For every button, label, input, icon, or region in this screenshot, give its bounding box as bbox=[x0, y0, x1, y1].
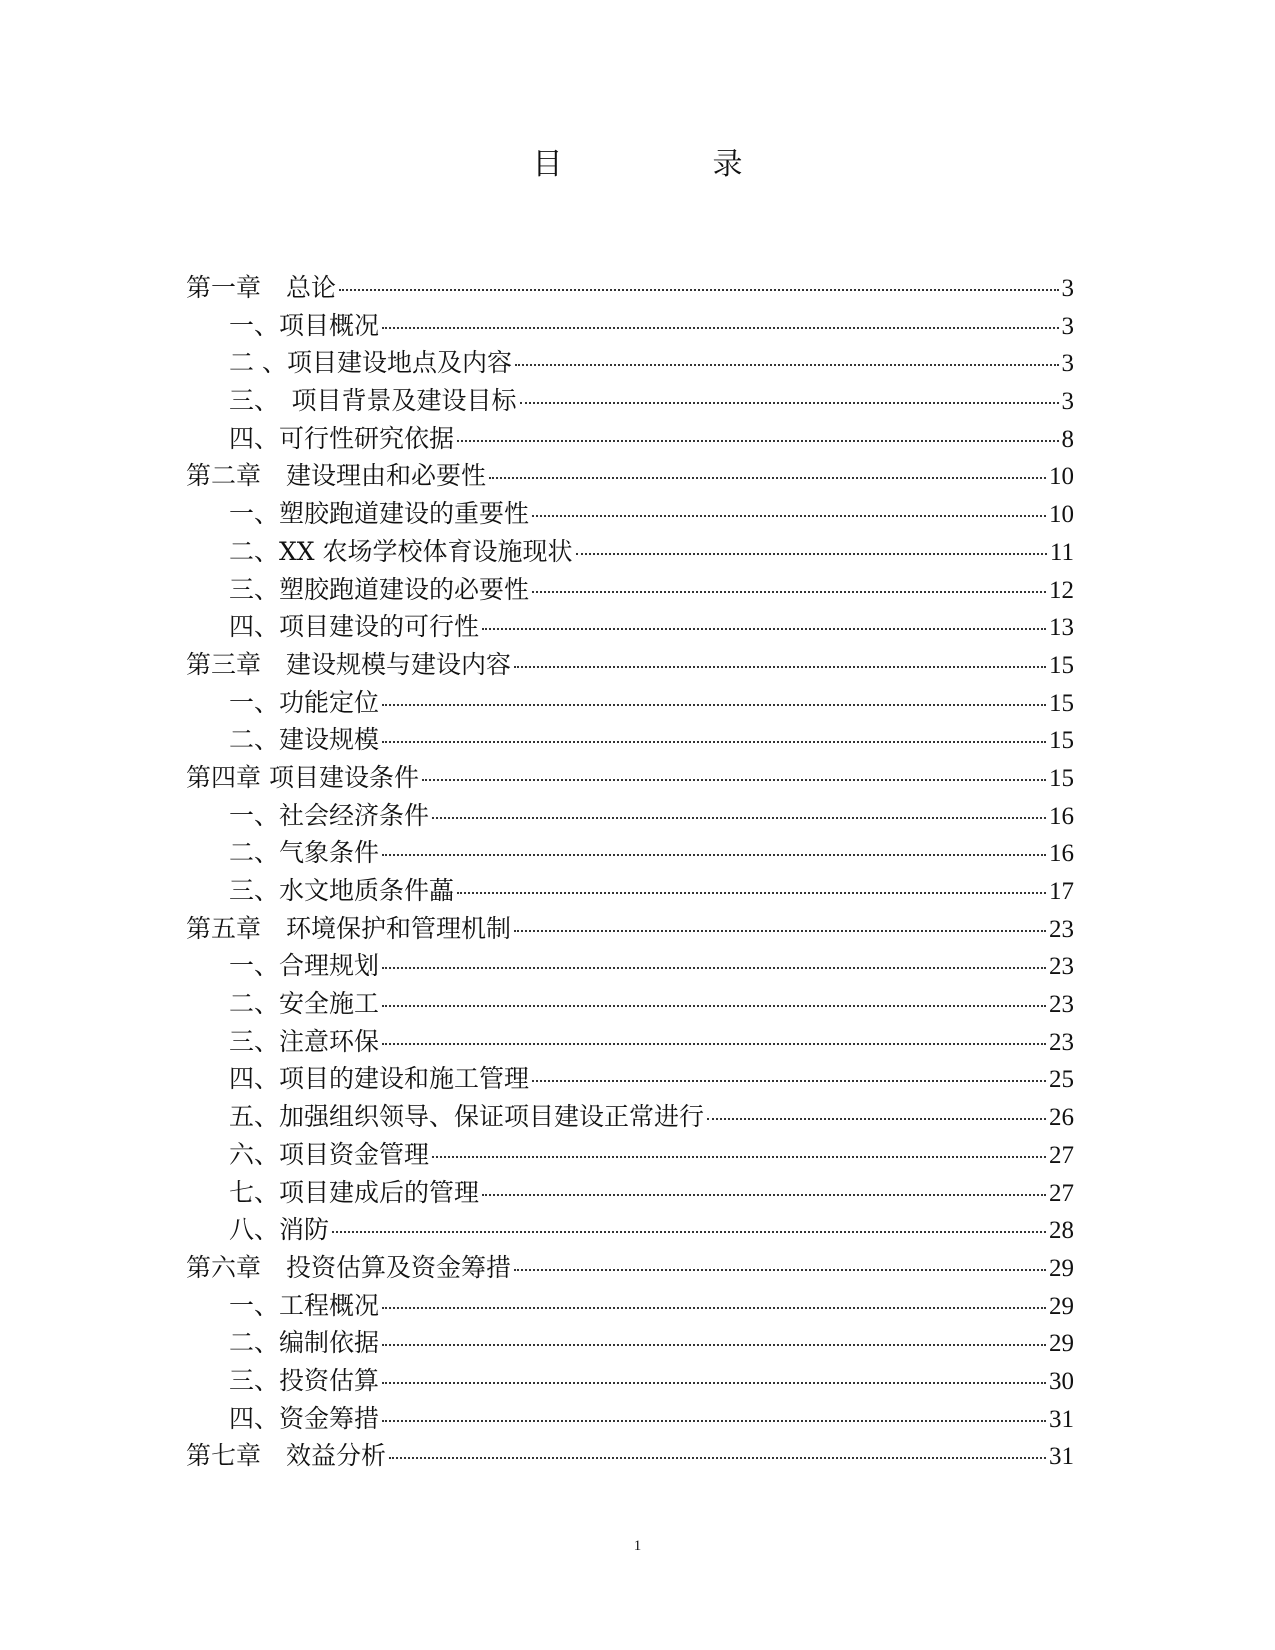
toc-dot-leader bbox=[532, 1080, 1046, 1082]
toc-entry-page-number: 23 bbox=[1049, 915, 1074, 943]
toc-entry-page-number: 17 bbox=[1049, 878, 1074, 905]
toc-entry-label: 二、安全施工 bbox=[229, 989, 380, 1019]
toc-entry-label: 六、项目资金管理 bbox=[229, 1139, 430, 1169]
toc-entry-label: 第二章 建设理由和必要性 bbox=[186, 461, 487, 491]
toc-dot-leader bbox=[457, 440, 1058, 442]
toc-entry-page-number: 3 bbox=[1061, 350, 1074, 378]
toc-section-entry[interactable] bbox=[186, 1098, 1074, 1136]
toc-entry-page-number: 15 bbox=[1049, 689, 1074, 717]
toc-entry-page-number: 13 bbox=[1049, 614, 1074, 642]
toc-entry-label: 第七章 效益分析 bbox=[186, 1441, 387, 1471]
toc-entry-page-number: 23 bbox=[1049, 953, 1074, 981]
toc-dot-leader bbox=[576, 553, 1047, 555]
toc-entry-label: 二、建设规模 bbox=[229, 725, 380, 755]
toc-section-entry[interactable] bbox=[186, 1362, 1074, 1400]
toc-entry-page-number: 3 bbox=[1061, 312, 1074, 340]
toc-entry-label: 一、社会经济条件 bbox=[229, 800, 430, 830]
toc-section-entry[interactable] bbox=[186, 420, 1074, 458]
toc-section-entry[interactable] bbox=[186, 1174, 1074, 1212]
toc-dot-leader bbox=[532, 591, 1046, 593]
toc-entry-page-number: 27 bbox=[1049, 1141, 1074, 1169]
toc-entry-page-number: 31 bbox=[1049, 1443, 1074, 1471]
toc-dot-leader bbox=[432, 817, 1046, 819]
toc-entry-label: 第三章 建设规模与建设内容 bbox=[186, 649, 512, 679]
toc-section-entry[interactable] bbox=[186, 947, 1074, 985]
toc-entry-label: 四、项目建设的可行性 bbox=[229, 612, 480, 642]
toc-dot-leader bbox=[520, 402, 1059, 404]
toc-entry-page-number: 3 bbox=[1061, 388, 1074, 416]
toc-dot-leader bbox=[514, 666, 1046, 668]
toc-dot-leader bbox=[389, 1457, 1046, 1459]
toc-section-entry[interactable] bbox=[186, 344, 1074, 382]
toc-entry-label: 三、投资估算 bbox=[229, 1365, 380, 1395]
toc-entry-label: 一、工程概况 bbox=[229, 1290, 380, 1320]
toc-list bbox=[186, 269, 1074, 1475]
toc-entry-label: 二、编制依据 bbox=[229, 1328, 380, 1358]
toc-dot-leader bbox=[382, 327, 1058, 329]
toc-entry-page-number: 31 bbox=[1049, 1405, 1074, 1433]
toc-entry-page-number: 10 bbox=[1049, 463, 1074, 491]
toc-section-entry[interactable] bbox=[186, 307, 1074, 345]
toc-entry-page-number: 15 bbox=[1049, 651, 1074, 679]
toc-entry-page-number: 29 bbox=[1049, 1254, 1074, 1282]
toc-entry-page-number: 3 bbox=[1061, 275, 1074, 302]
toc-dot-leader bbox=[382, 704, 1046, 706]
toc-section-entry[interactable] bbox=[186, 533, 1074, 571]
toc-section-entry[interactable] bbox=[186, 1287, 1074, 1325]
toc-entry-page-number: 27 bbox=[1049, 1179, 1074, 1207]
toc-entry-page-number: 12 bbox=[1049, 576, 1074, 604]
toc-section-entry[interactable] bbox=[186, 684, 1074, 722]
toc-entry-label: 一、项目概况 bbox=[229, 310, 380, 340]
toc-entry-label: 一、功能定位 bbox=[229, 687, 380, 717]
toc-entry-page-number: 28 bbox=[1049, 1217, 1074, 1245]
toc-entry-label: 四、资金筹措 bbox=[229, 1403, 380, 1433]
toc-chapter-entry[interactable] bbox=[186, 269, 1074, 307]
toc-section-entry[interactable] bbox=[186, 382, 1074, 420]
toc-entry-label: 四、可行性研究依据 bbox=[229, 423, 455, 453]
toc-section-entry[interactable] bbox=[186, 872, 1074, 910]
toc-section-entry[interactable] bbox=[186, 1060, 1074, 1098]
page-number: 1 bbox=[633, 1538, 642, 1554]
toc-entry-page-number: 16 bbox=[1049, 802, 1074, 830]
toc-section-entry[interactable] bbox=[186, 985, 1074, 1023]
toc-entry-label: 第四章 项目建设条件 bbox=[186, 762, 419, 792]
toc-dot-leader bbox=[489, 477, 1046, 479]
toc-dot-leader bbox=[707, 1118, 1046, 1120]
toc-entry-page-number: 10 bbox=[1049, 501, 1074, 529]
toc-entry-page-number: 26 bbox=[1049, 1104, 1074, 1132]
toc-chapter-entry[interactable] bbox=[186, 646, 1074, 684]
toc-entry-label: 三、水文地质条件藟 bbox=[229, 876, 455, 905]
toc-entry-label: 一、合理规划 bbox=[229, 951, 380, 981]
toc-entry-page-number: 15 bbox=[1049, 764, 1074, 792]
toc-chapter-entry[interactable] bbox=[186, 457, 1074, 495]
toc-entry-label: 二、气象条件 bbox=[229, 838, 380, 868]
toc-entry-label: 第六章 投资估算及资金筹措 bbox=[186, 1252, 512, 1282]
toc-chapter-entry[interactable] bbox=[186, 759, 1074, 797]
toc-dot-leader bbox=[339, 289, 1058, 291]
toc-chapter-entry[interactable] bbox=[186, 910, 1074, 948]
toc-entry-page-number: 29 bbox=[1049, 1292, 1074, 1320]
toc-entry-page-number: 25 bbox=[1049, 1066, 1074, 1094]
toc-entry-label: 三、 项目背景及建设目标 bbox=[229, 386, 517, 416]
toc-section-entry[interactable] bbox=[186, 571, 1074, 609]
toc-dot-leader bbox=[422, 779, 1046, 781]
toc-section-entry[interactable] bbox=[186, 1324, 1074, 1362]
toc-dot-leader bbox=[382, 1420, 1046, 1422]
toc-section-entry[interactable] bbox=[186, 1136, 1074, 1174]
toc-dot-leader bbox=[382, 854, 1046, 856]
toc-dot-leader bbox=[382, 1005, 1046, 1007]
toc-entry-label: 七、项目建成后的管理 bbox=[229, 1177, 480, 1207]
toc-entry-page-number: 8 bbox=[1061, 425, 1074, 453]
toc-dot-leader bbox=[482, 1194, 1046, 1196]
toc-chapter-entry[interactable] bbox=[186, 1437, 1074, 1475]
toc-entry-label: 第五章 环境保护和管理机制 bbox=[186, 913, 512, 943]
toc-dot-leader bbox=[382, 967, 1046, 969]
toc-entry-page-number: 16 bbox=[1049, 840, 1074, 868]
toc-entry-label: 一、塑胶跑道建设的重要性 bbox=[229, 499, 530, 529]
toc-entry-page-number: 23 bbox=[1049, 1028, 1074, 1056]
toc-dot-leader bbox=[515, 364, 1059, 366]
toc-section-entry[interactable] bbox=[186, 834, 1074, 872]
toc-title: 目 录 bbox=[532, 147, 803, 182]
toc-section-entry[interactable] bbox=[186, 608, 1074, 646]
toc-dot-leader bbox=[382, 1307, 1046, 1309]
toc-entry-label: 五、加强组织领导、保证项目建设正常进行 bbox=[229, 1102, 705, 1132]
toc-dot-leader bbox=[382, 741, 1046, 743]
toc-entry-label: 第一章 总论 bbox=[186, 273, 337, 302]
toc-dot-leader bbox=[382, 1382, 1046, 1384]
toc-section-entry[interactable] bbox=[186, 721, 1074, 759]
toc-entry-label: 三、注意环保 bbox=[229, 1026, 380, 1056]
toc-dot-leader bbox=[382, 1043, 1046, 1045]
toc-chapter-entry[interactable] bbox=[186, 1249, 1074, 1287]
toc-section-entry[interactable] bbox=[186, 495, 1074, 533]
toc-entry-page-number: 30 bbox=[1049, 1367, 1074, 1395]
toc-entry-label: 八、消防 bbox=[229, 1215, 330, 1245]
toc-section-entry[interactable] bbox=[186, 1211, 1074, 1249]
toc-entry-label: 二、XX 农场学校体育设施现状 bbox=[229, 536, 573, 566]
toc-dot-leader bbox=[532, 515, 1046, 517]
toc-dot-leader bbox=[514, 1269, 1046, 1271]
toc-entry-label: 二 、项目建设地点及内容 bbox=[229, 348, 512, 378]
toc-entry-page-number: 23 bbox=[1049, 991, 1074, 1019]
toc-entry-label: 四、项目的建设和施工管理 bbox=[229, 1064, 530, 1094]
toc-section-entry[interactable] bbox=[186, 797, 1074, 835]
toc-entry-label: 三、塑胶跑道建设的必要性 bbox=[229, 574, 530, 604]
toc-entry-page-number: 11 bbox=[1049, 538, 1074, 566]
toc-dot-leader bbox=[482, 628, 1046, 630]
toc-dot-leader bbox=[432, 1156, 1046, 1158]
toc-dot-leader bbox=[382, 1344, 1046, 1346]
toc-dot-leader bbox=[332, 1231, 1046, 1233]
toc-entry-page-number: 29 bbox=[1049, 1330, 1074, 1358]
toc-section-entry[interactable] bbox=[186, 1023, 1074, 1061]
toc-dot-leader bbox=[457, 892, 1046, 894]
toc-entry-page-number: 15 bbox=[1049, 727, 1074, 755]
toc-section-entry[interactable] bbox=[186, 1400, 1074, 1438]
toc-dot-leader bbox=[514, 930, 1046, 932]
